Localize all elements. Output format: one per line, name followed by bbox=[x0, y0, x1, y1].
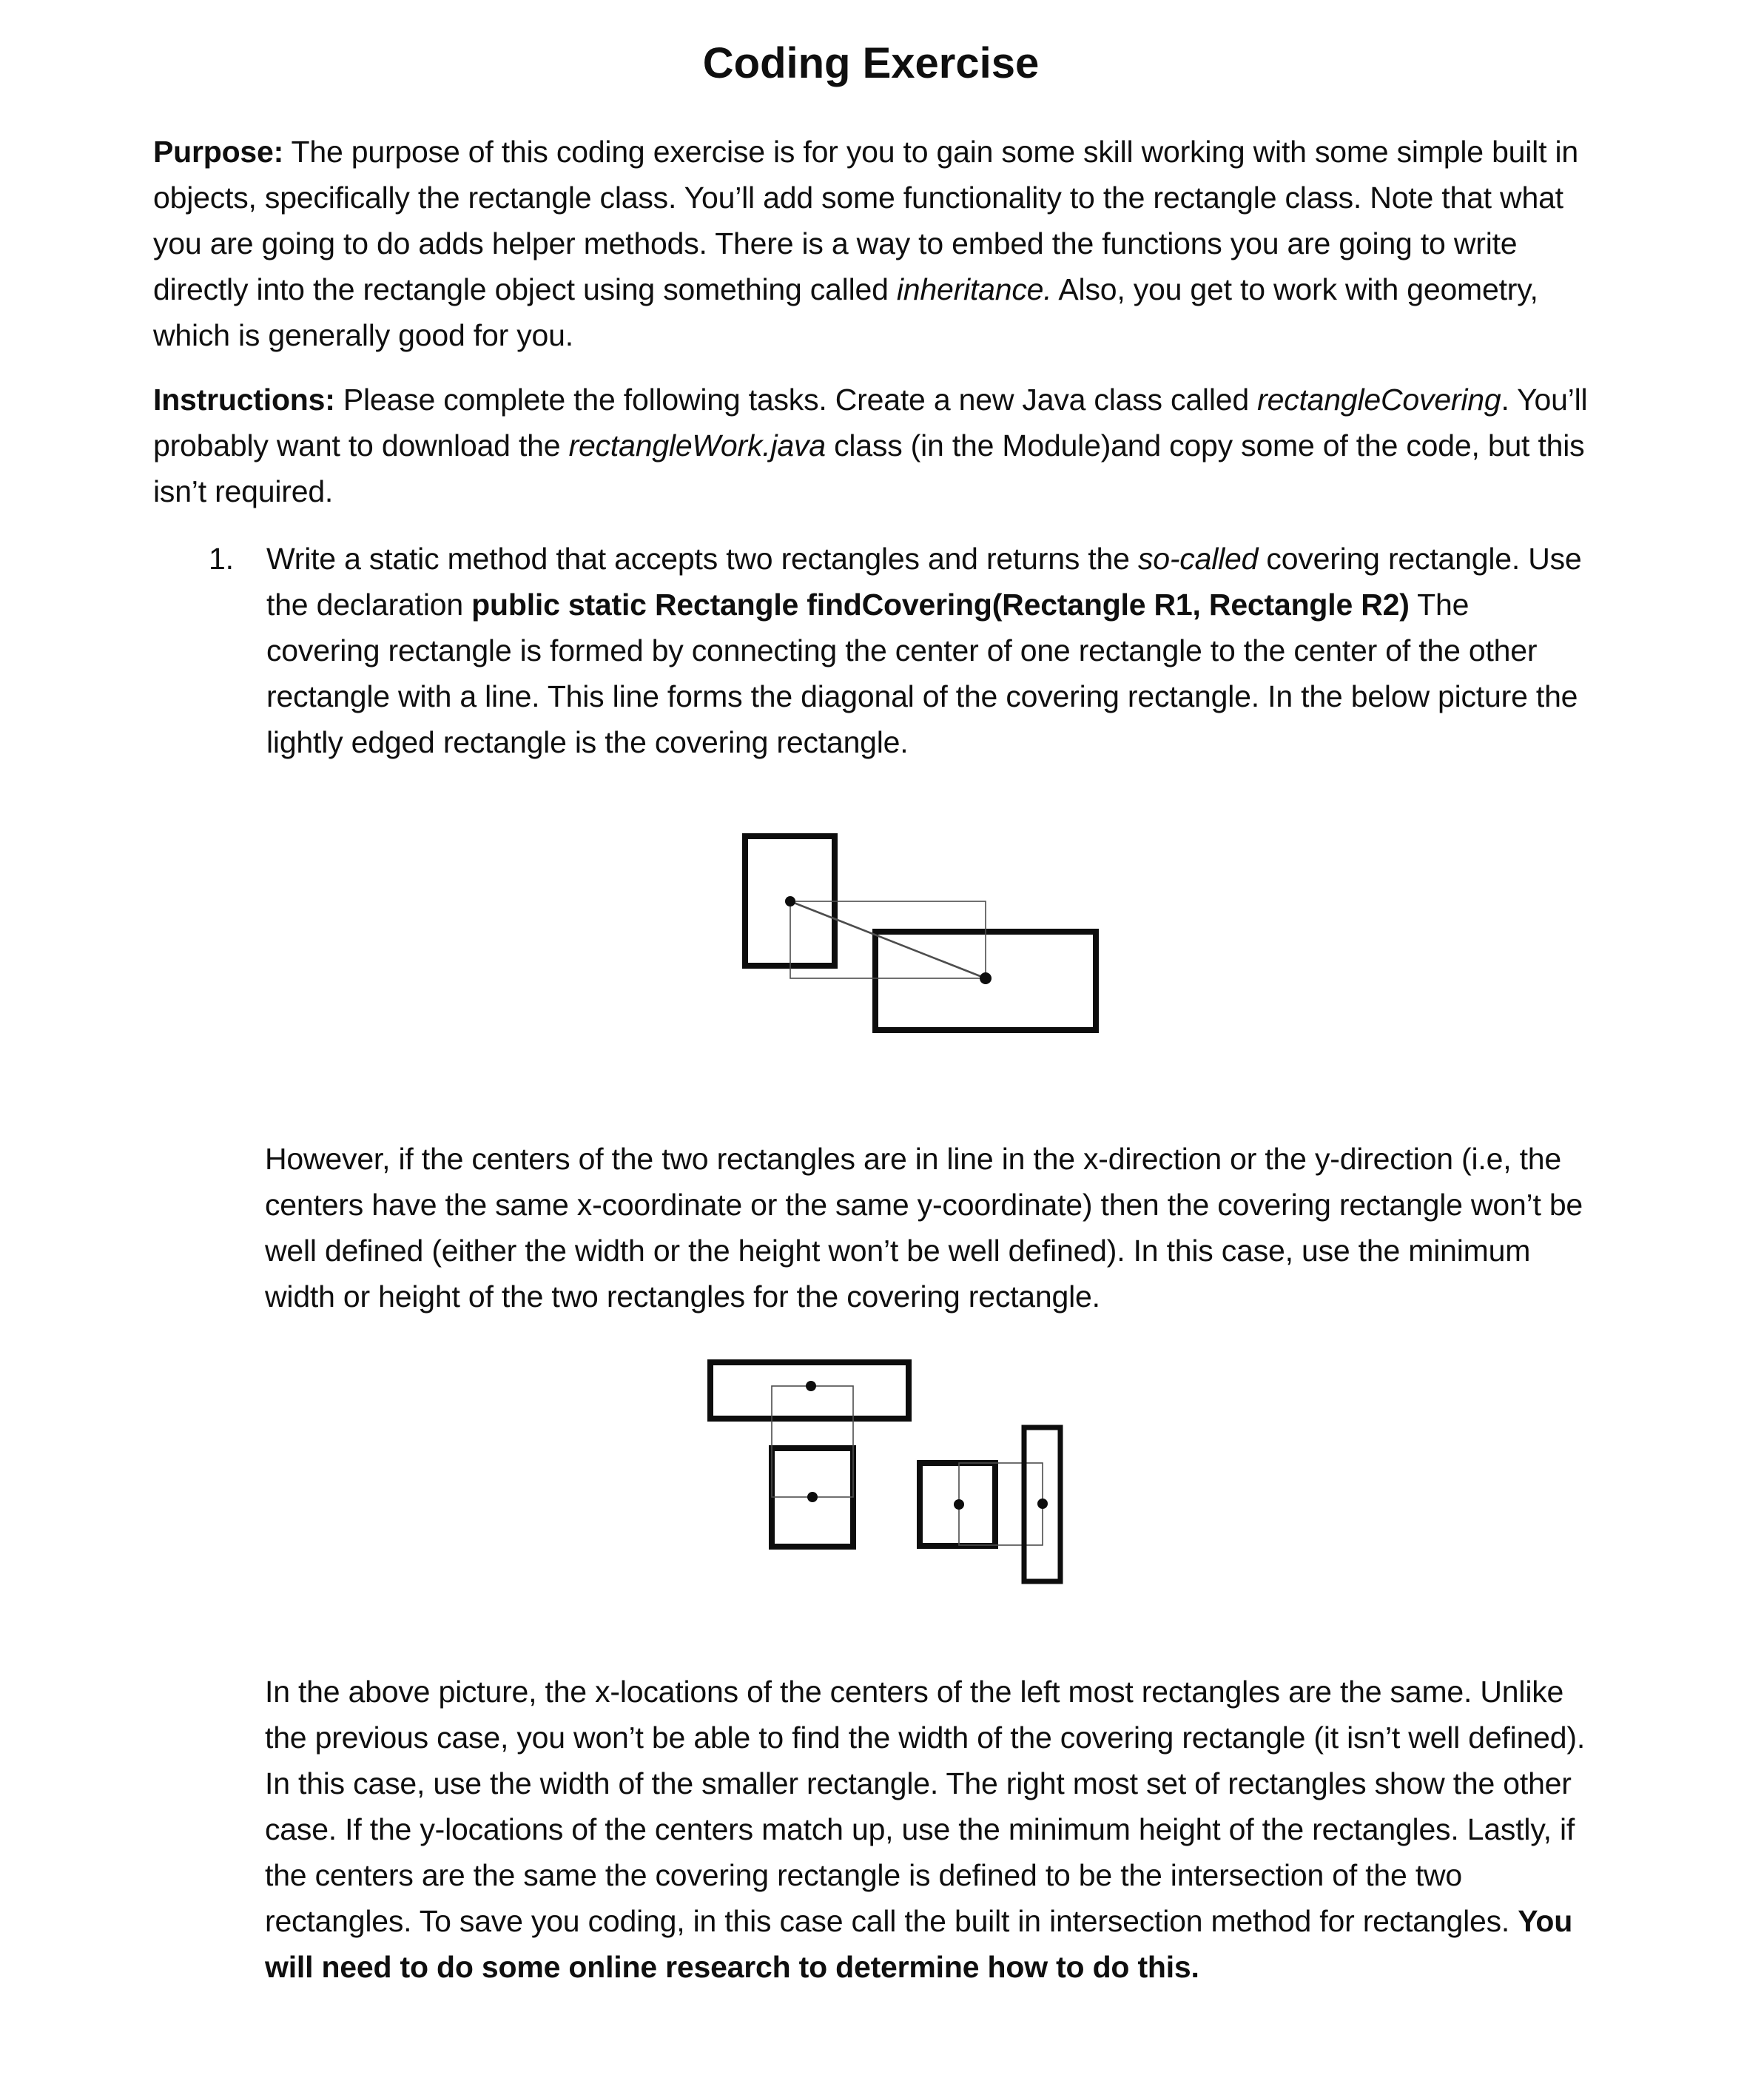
purpose-paragraph bbox=[153, 129, 1596, 358]
instructions-paragraph bbox=[153, 377, 1596, 514]
aligned-centers-figure bbox=[707, 1359, 1064, 1585]
text-run: Write a static method that accepts two rectangles and returns the bbox=[266, 542, 1138, 576]
text-run: . You’ll probably want to download the bbox=[153, 383, 1588, 463]
text-run: The covering rectangle is formed by connecting the center of one rectangle to the center of the other rectangle with a line. This line forms the diagonal of the covering rectangle. In the below picture the lightly edged rectangle is the covering rectangle. bbox=[266, 588, 1578, 759]
text-run: The purpose of this coding exercise is for you to gain some skill working with some simple built in objects, specifically the rectangle class. You’ll add some functionality to the rectangle class. Note that what you are going to do adds helper methods. There is a way to embed the functions you are going to write directly into the rectangle object using something called bbox=[153, 135, 1578, 306]
text-run: covering rectangle. Use the declaration bbox=[266, 542, 1582, 622]
task-list-item-1 bbox=[209, 536, 1591, 765]
text-run: In the above picture, the x-locations of the centers of the left most rectangles are the same. Unlike the previous case, you won’t be able to find the width of the covering rectangle (it isn’t well defined). In this case, use the width of the smaller rectangle. The right most set of rectangles show the other case. If the y-locations of the centers match up, use the minimum height of the rectangles. Lastly, if the centers are the same the covering rectangle is defined to be the intersection of the two rectangles. To save you coding, in this case call the built in intersection method for rectangles. bbox=[265, 1675, 1586, 1938]
text-run: Purpose: bbox=[153, 135, 284, 169]
covering-rectangle-figure bbox=[740, 830, 1104, 1039]
text-run: However, if the centers of the two rectangles are in line in the x-direction or the y-direction (i.e, the centers have the same x-coordinate or the same y-coordinate) then the covering rectangle won’t be well defined (either the width or the height won’t be well defined). In this case, use the minimum width or height of the two rectangles for the covering rectangle. bbox=[265, 1142, 1583, 1314]
text-run: Please complete the following tasks. Create a new Java class called bbox=[334, 383, 1258, 417]
text-run: You will need to do some online research to determine how to do this. bbox=[265, 1904, 1573, 1984]
list-number: 1. bbox=[209, 542, 234, 576]
however-paragraph bbox=[265, 1136, 1597, 1319]
text-run: Instructions: bbox=[153, 383, 335, 417]
text-run: class (in the Module)and copy some of the code, but this isn’t required. bbox=[153, 428, 1585, 508]
task-1-text bbox=[266, 536, 1589, 765]
text-run: rectangleWork.java bbox=[568, 428, 826, 463]
text-run: rectangleCovering bbox=[1257, 383, 1501, 417]
text-run: public static Rectangle findCovering(Rectangle R1, Rectangle R2) bbox=[471, 588, 1410, 622]
above-picture-paragraph bbox=[265, 1669, 1597, 1990]
text-run: so-called bbox=[1137, 542, 1259, 576]
page-title: Coding Exercise bbox=[702, 39, 1040, 87]
text-run: inheritance. bbox=[896, 272, 1052, 306]
text-run: Also, you get to work with geometry, which is generally good for you. bbox=[153, 272, 1538, 352]
